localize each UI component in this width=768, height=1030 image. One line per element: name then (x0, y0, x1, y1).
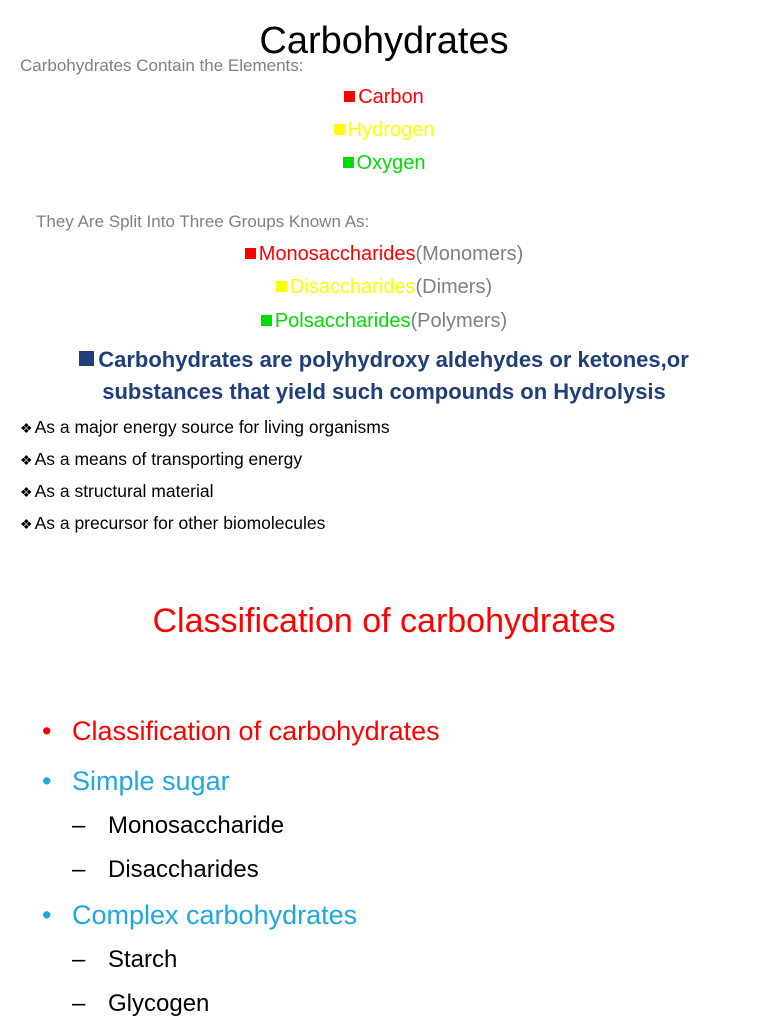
green-square-icon (343, 157, 354, 168)
list-item: ❖ As a means of transporting energy (20, 449, 303, 469)
bullet-dot-icon: • (42, 900, 52, 930)
red-square-icon (245, 248, 256, 259)
sub-item-monosaccharide: – Monosaccharide (72, 812, 285, 839)
dash-bullet-icon: – (72, 990, 86, 1017)
group-disaccharides: Disaccharides(Dimers) (0, 276, 768, 299)
definition-line1: Carbohydrates are polyhydroxy aldehydes or ketones,or (0, 344, 768, 376)
group-monosaccharides: Monosaccharides(Monomers) (0, 243, 768, 266)
yellow-square-icon (334, 124, 345, 135)
red-square-icon (344, 91, 355, 102)
bullet-classification: • Classification of carbohydrates (42, 716, 440, 746)
sub-item-glycogen: – Glycogen (72, 990, 210, 1017)
element-carbon: Carbon (0, 86, 768, 109)
dash-bullet-icon: – (72, 812, 86, 839)
bullet-simple-sugar: • Simple sugar (42, 766, 230, 796)
element-hydrogen: Hydrogen (0, 119, 768, 142)
sub-item-starch: – Starch (72, 946, 178, 973)
list-item: ❖ As a precursor for other biomolecules (20, 513, 326, 533)
definition-line2: substances that yield such compounds on Hydrolysis (102, 379, 666, 404)
elements-intro: Carbohydrates Contain the Elements: (20, 56, 304, 75)
group-polysaccharides: Polsaccharides(Polymers) (0, 310, 768, 333)
navy-square-icon (79, 351, 94, 366)
slide1-title: Carbohydrates (259, 20, 509, 62)
list-item: ❖ As a structural material (20, 481, 214, 501)
bullet-dot-icon: • (42, 766, 52, 796)
groups-intro: They Are Split Into Three Groups Known As: (36, 212, 370, 231)
slide2-title: Classification of carbohydrates (152, 602, 616, 640)
bullet-complex-carbohydrates: • Complex carbohydrates (42, 900, 358, 930)
green-square-icon (261, 315, 272, 326)
uses-list (20, 412, 390, 540)
bullet-dot-icon: • (42, 716, 52, 746)
diamond-bullet-icon: ❖ (20, 516, 33, 532)
definition (0, 344, 768, 408)
sub-item-disaccharides: – Disaccharides (72, 856, 259, 883)
diamond-bullet-icon: ❖ (20, 420, 33, 436)
diamond-bullet-icon: ❖ (20, 484, 33, 500)
slide3-bullet-list (42, 716, 440, 1030)
element-oxygen: Oxygen (0, 152, 768, 175)
yellow-square-icon (276, 281, 287, 292)
dash-bullet-icon: – (72, 856, 86, 883)
diamond-bullet-icon: ❖ (20, 452, 33, 468)
dash-bullet-icon: – (72, 946, 86, 973)
list-item: ❖ As a major energy source for living organisms (20, 417, 390, 437)
